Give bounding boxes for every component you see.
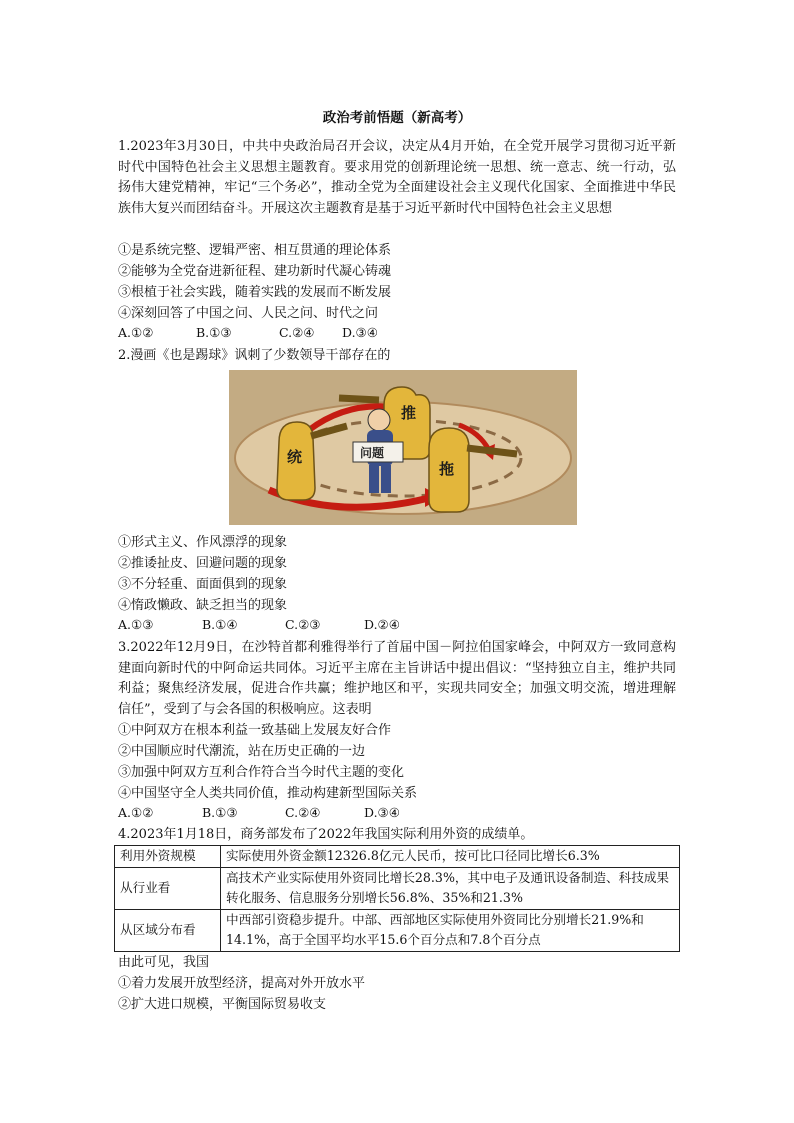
page-title: 政治考前悟题（新高考）	[322, 110, 472, 126]
q1-item-4: ④深刻回答了中国之问、人民之问、时代之问	[118, 306, 379, 321]
q4-item-2: ②扩大进口规模，平衡国际贸易收支	[118, 997, 327, 1012]
q1-option-b: B.①③	[196, 325, 232, 340]
q2-option-d: D.②④	[364, 617, 400, 632]
q2-item-2: ②推诿扯皮、回避问题的现象	[118, 556, 288, 571]
q3-option-a: A.①②	[118, 805, 154, 820]
q2-option-c: C.②③	[285, 617, 321, 632]
unify-label: 统	[287, 448, 303, 466]
table-row-body: 中西部引资稳步提升。中部、西部地区实际使用外资同比分别增长21.9%和14.1%，高于全国平均水平15.6个百分点和7.8个百分点	[221, 909, 680, 951]
q4-table	[114, 845, 680, 952]
q1-option-a: A.①②	[118, 325, 154, 340]
q2-stem: 2.漫画《也是踢球》讽刺了少数领导干部存在的	[118, 348, 391, 363]
table-row-head: 从行业看	[115, 867, 221, 909]
q1-stem: 1.2023年3月30日，中共中央政治局召开会议，决定从4月开始，在全党开展学习贯彻习近平新时代中国特色社会主义思想主题教育。要求用党的创新理论统一思想、统一意志、统一行动，弘扬伟大建党精神，牢记“三个务必”，推动全党为全面建设社会主义现代化国家、全面推进中华民族伟大复兴而团结奋斗。开展这次主题教育是基于习近平新时代中国特色社会主义思想	[118, 139, 676, 217]
q4-stem: 4.2023年1月18日，商务部发布了2022年我国实际利用外资的成绩单。	[118, 827, 534, 842]
table-row	[115, 846, 680, 868]
q2-option-a: A.①③	[118, 617, 154, 632]
q4-lead: 由此可见，我国	[118, 955, 210, 970]
q3-option-c: C.②④	[285, 805, 321, 820]
q3-option-b: B.①③	[202, 805, 238, 820]
q2-item-3: ③不分轻重、面面俱到的现象	[118, 577, 288, 592]
push-label: 推	[401, 404, 417, 422]
table-row-head: 利用外资规模	[115, 846, 221, 868]
q1-option-c: C.②④	[279, 325, 315, 340]
q1-option-d: D.③④	[342, 325, 378, 340]
q2-item-4: ④惰政懒政、缺乏担当的现象	[118, 598, 288, 613]
q1-item-2: ②能够为全党奋进新征程、建功新时代凝心铸魂	[118, 264, 392, 279]
table-row	[115, 867, 680, 909]
q3-item-2: ②中国顺应时代潮流，站在历史正确的一边	[118, 744, 366, 759]
problem-label: 问题	[360, 446, 385, 460]
q3-item-4: ④中国坚守全人类共同价值，推动构建新型国际关系	[118, 786, 418, 801]
cartoon-image	[229, 370, 577, 525]
table-row-body: 高技术产业实际使用外资同比增长28.3%，其中电子及通讯设备制造、科技成果转化服务、信息服务分别增长56.8%、35%和21.3%	[221, 867, 680, 909]
q3-item-3: ③加强中阿双方互利合作符合当今时代主题的变化	[118, 765, 405, 780]
table-row-head: 从区域分布看	[115, 909, 221, 951]
q3-stem: 3.2022年12月9日，在沙特首都利雅得举行了首届中国－阿拉伯国家峰会，中阿双方一致同意构建面向新时代的中阿命运共同体。习近平主席在主旨讲话中提出倡议：“坚持独立自主，维护共同利益；聚焦经济发展，促进合作共赢；维护地区和平，实现共同安全；加强文明交流，增进理解信任”，受到了与会各国的积极响应。这表明	[118, 640, 676, 718]
table-row	[115, 909, 680, 951]
drag-label: 拖	[439, 460, 455, 478]
q2-options	[118, 617, 400, 632]
q4-item-1: ①着力发展开放型经济，提高对外开放水平	[118, 976, 366, 991]
q2-item-1: ①形式主义、作风漂浮的现象	[118, 535, 288, 550]
q1-options	[118, 325, 378, 340]
table-row-body: 实际使用外资金额12326.8亿元人民币，按可比口径同比增长6.3%	[221, 846, 680, 868]
q2-option-b: B.①④	[202, 617, 238, 632]
q1-item-1: ①是系统完整、逻辑严密、相互贯通的理论体系	[118, 243, 392, 258]
q3-options	[118, 805, 400, 820]
q3-item-1: ①中阿双方在根本利益一致基础上发展友好合作	[118, 723, 392, 738]
q1-item-3: ③根植于社会实践，随着实践的发展而不断发展	[118, 285, 392, 300]
q3-option-d: D.③④	[364, 805, 400, 820]
